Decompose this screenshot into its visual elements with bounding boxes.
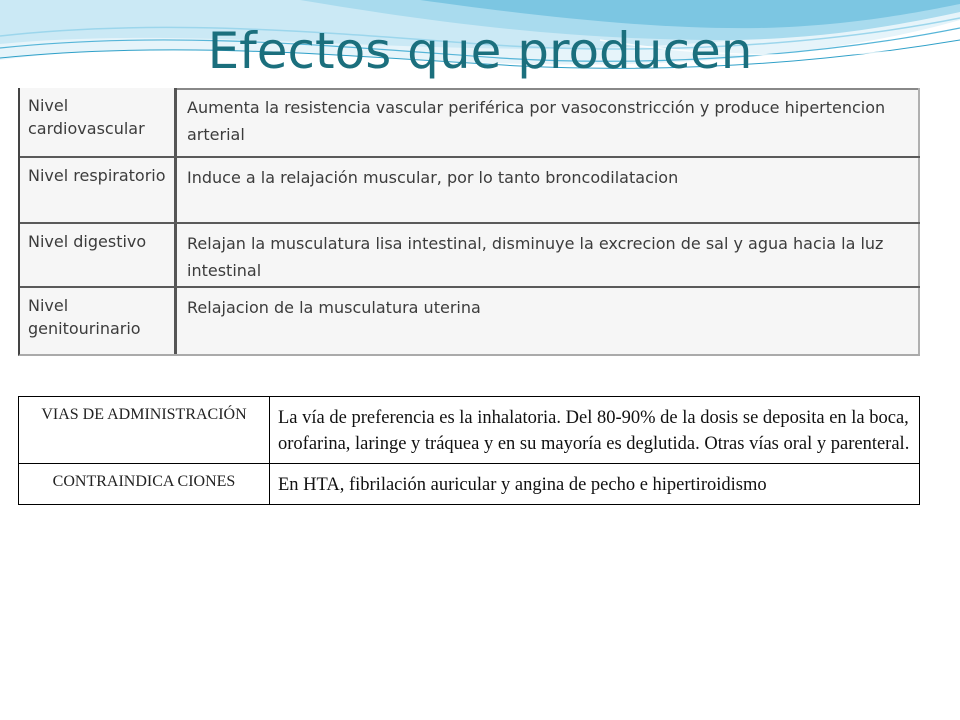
effects-description: Relajacion de la musculatura uterina (187, 298, 481, 317)
routes-content-cell: La vía de preferencia es la inhalatoria. Del 80-90% de la dosis se deposita en la boca, orofarina, laringe y tráquea y en su mayoría es deglutida. Otras vías oral y parenteral. (270, 397, 920, 464)
table-row (20, 88, 920, 156)
slide-title: Efectos que producen (207, 22, 753, 80)
table-row (20, 158, 920, 222)
routes-header-cell: VIAS DE ADMINISTRACIÓN (19, 397, 270, 464)
table-row (20, 224, 920, 286)
effects-level-label: Nivel genitourinario (20, 288, 177, 354)
effects-description: Aumenta la resistencia vascular periférica por vasoconstricción y produce hipertencion arterial (187, 98, 886, 144)
effects-table (18, 88, 920, 356)
effects-description: Relajan la musculatura lisa intestinal, disminuye la excrecion de sal y agua hacia la luz intestinal (187, 234, 884, 280)
effects-description: Induce a la relajación muscular, por lo tanto broncodilatacion (187, 168, 679, 187)
table-row (19, 464, 920, 505)
effects-level-label: Nivel cardiovascular (20, 88, 177, 156)
contraindications-content-cell: En HTA, fibrilación auricular y angina de pecho e hipertiroidismo (270, 464, 920, 505)
routes-table (18, 396, 920, 505)
contraindications-header-cell: CONTRAINDICA CIONES (19, 464, 270, 505)
table-row (20, 288, 920, 354)
effects-level-label: Nivel digestivo (20, 224, 177, 286)
effects-level-label: Nivel respiratorio (20, 158, 177, 222)
table-row (19, 397, 920, 464)
